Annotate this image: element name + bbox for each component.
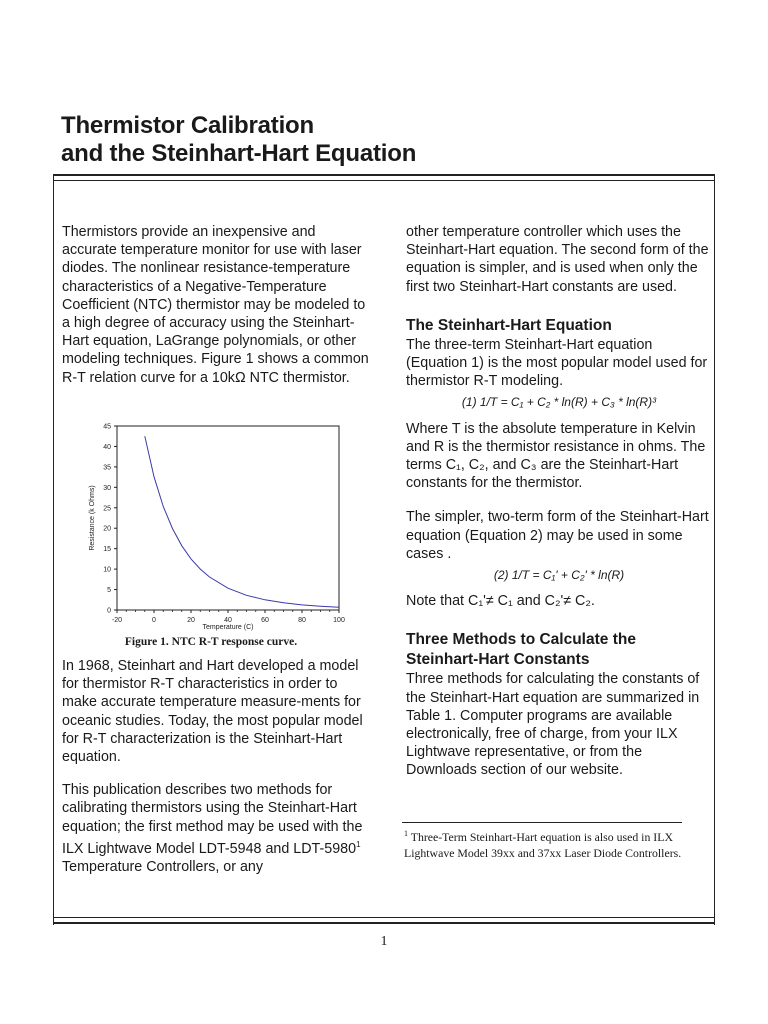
left-column (62, 223, 374, 387)
y-tick-label: 30 (103, 484, 111, 492)
page-title (61, 112, 416, 168)
y-tick-label: 40 (103, 443, 111, 451)
x-tick-label: 20 (187, 617, 195, 624)
y-axis-label: Resistance (k Ohms) (89, 485, 96, 551)
equation-1: (1) 1/T = C₁ + C₂ * ln(R) + C₃ * ln(R)³ (461, 395, 657, 410)
y-tick-label: 5 (107, 587, 111, 595)
y-tick-label: 0 (107, 607, 111, 615)
constants-note: Note that C₁'≠ C₁ and C₂'≠ C₂. (406, 593, 595, 610)
bottom-rule-thin (53, 917, 715, 918)
x-tick-label: 0 (152, 617, 156, 624)
two-term-paragraph: The simpler, two-term form of the Steinhart-Hart equation (Equation 2) may be used in some cases . (406, 509, 709, 562)
x-axis-label: Temperature (C) (202, 624, 254, 631)
footnote-ref: 1 (356, 839, 361, 849)
x-tick-label: 80 (298, 617, 306, 624)
rt-curve-chart (77, 420, 347, 635)
methods-intro-paragraph (62, 781, 374, 876)
y-tick-label: 45 (103, 423, 111, 431)
x-tick-label: 100 (333, 617, 345, 624)
bottom-rule (53, 922, 715, 924)
left-border (53, 174, 54, 925)
footnote (404, 826, 704, 862)
y-tick-label: 35 (103, 464, 111, 472)
resistance-curve (145, 436, 339, 607)
title-line-2: and the Steinhart-Hart Equation (61, 140, 417, 167)
footnote-rule (402, 822, 682, 823)
figure-caption: Figure 1. NTC R-T response curve. (124, 636, 298, 648)
footnote-text: Three-Term Steinhart-Hart equation is also used in ILX Lightwave Model 39xx and 37xx Laser Diode Controllers. (404, 829, 682, 861)
page-number: 1 (380, 934, 388, 949)
y-tick-label: 10 (103, 566, 111, 574)
terms-paragraph: Where T is the absolute temperature in Kelvin and R is the thermistor resistance in ohms. The terms C₁, C₂, and C₃ are the Steinhart-Hart constants for the thermistor. (406, 420, 706, 492)
intro-paragraph: Thermistors provide an inexpensive and accurate temperature monitor for use with laser diodes. The nonlinear resistance-temperature characteristics of a Negative-Temperature Coefficient (NTC) thermistor may be modeled to a high degree of accuracy using the Steinhart-Hart equation, LaGrange polynomials, or other modeling techniques. Figure 1 shows a common R-T relation curve for a 10kΩ NTC thermistor. (62, 224, 369, 386)
right-border (714, 174, 715, 925)
plot-frame (117, 426, 339, 610)
equation-intro-paragraph: The three-term Steinhart-Hart equation (Equation 1) is the most popular model used for thermistor R-T modeling. (406, 336, 708, 390)
left-column-lower (62, 657, 374, 891)
history-paragraph: In 1968, Steinhart and Hart developed a model for thermistor R-T characteristics in order to make accurate temperature measure-ments for oceanic studies. Today, the most popular model for R-T characterization is the Steinhart-Hart equation. (62, 658, 363, 766)
y-tick-label: 15 (103, 546, 111, 554)
title-line-1: Thermistor Calibration (61, 112, 314, 139)
footnote-mark: 1 (404, 829, 408, 838)
x-tick-label: -20 (111, 617, 123, 624)
equation-2: (2) 1/T = C₁' + C₂' * ln(R) (493, 568, 625, 583)
y-tick-label: 25 (103, 505, 111, 513)
right-column (406, 223, 712, 795)
section-heading-equation: The Steinhart-Hart Equation (406, 316, 612, 334)
section-heading-methods: Three Methods to Calculate the Steinhart-Hart Constants (406, 631, 636, 669)
y-tick-label: 20 (103, 525, 111, 533)
x-tick-label: 40 (224, 617, 232, 624)
top-rule-thin (53, 180, 715, 181)
methods-paragraph: Three methods for calculating the constants of the Steinhart-Hart equation are summarized in Table 1. Computer programs are available electronically, free of charge, from your ILX Lightwave representative, or from the Downloads section of our website. (406, 671, 700, 779)
x-tick-label: 60 (261, 617, 269, 624)
continuation-paragraph: other temperature controller which uses the Steinhart-Hart equation. The second form of the equation is simpler, and is used when only the first two Steinhart-Hart constants are used. (406, 224, 709, 295)
methods-intro-text-end: Temperature Controllers, or any (62, 858, 264, 875)
methods-intro-text: This publication describes two methods for calibrating thermistors using the Steinhart-Hart equation; the first method may be used with the ILX Lightwave Model LDT-5948 and LDT-5980 (62, 782, 363, 857)
top-rule (53, 174, 715, 176)
